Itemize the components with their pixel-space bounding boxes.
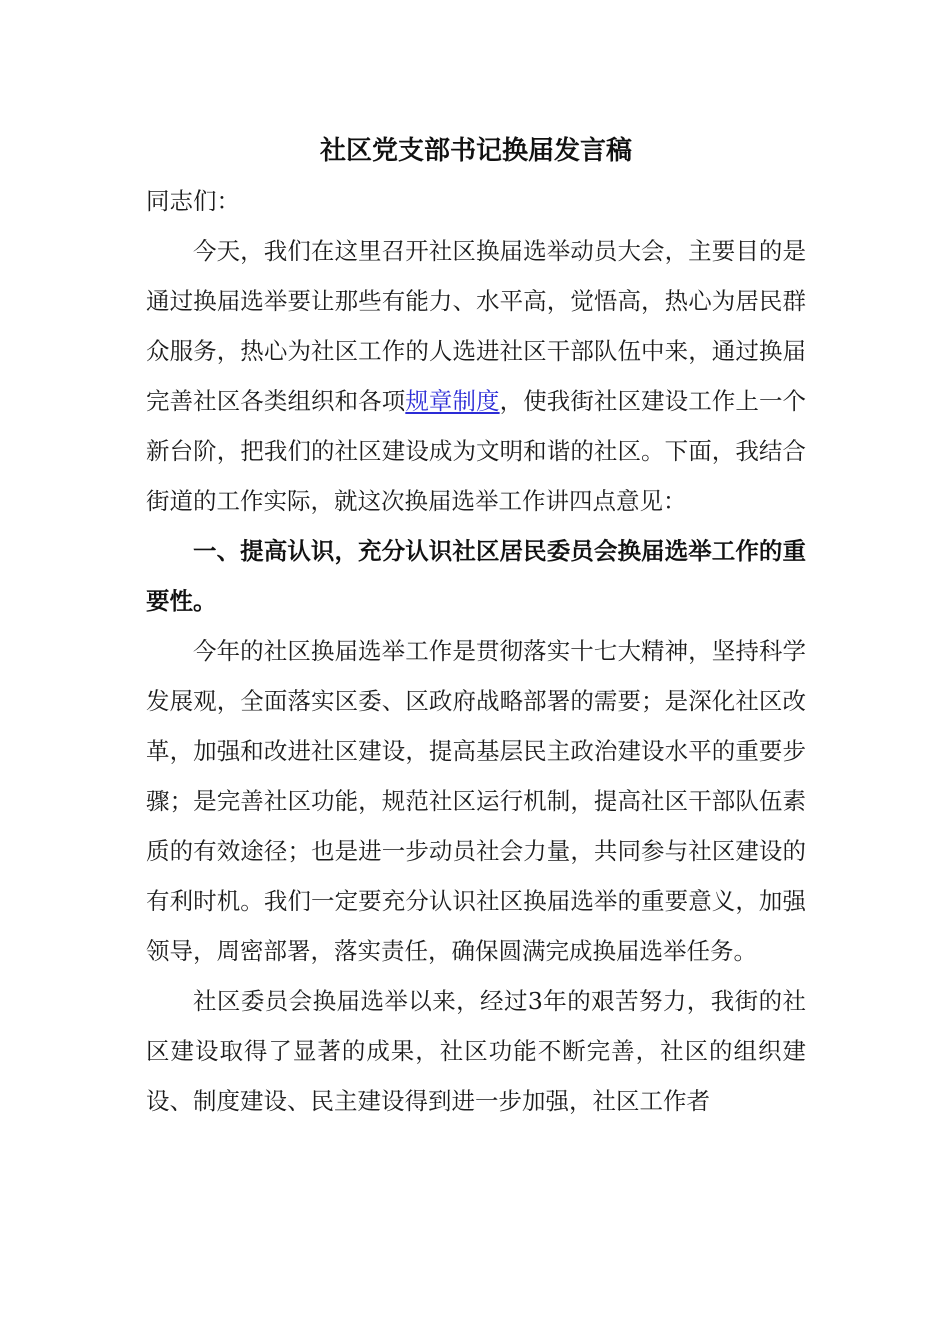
paragraph-significance: 今年的社区换届选举工作是贯彻落实十七大精神，坚持科学发展观，全面落实区委、区政府战略部署的需要；是深化社区改革，加强和改进社区建设，提高基层民主政治建设水平的重要步骤；是完善社区功能，规范社区运行机制，提高社区干部队伍素质的有效途径；也是进一步动员社会力量，共同参与社区建设的有利时机。我们一定要充分认识社区换届选举的重要意义，加强领导，周密部署，落实责任，确保圆满完成换届选举任务。	[146, 637, 806, 965]
section-heading-1: 一、提高认识，充分认识社区居民委员会换届选举工作的重要性。	[146, 537, 806, 615]
paragraph-achievements: 社区委员会换届选举以来，经过3年的艰苦努力，我街的社区建设取得了显著的成果，社区功能不断完善，社区的组织建设、制度建设、民主建设得到进一步加强，社区工作者	[146, 987, 806, 1115]
paragraph-intro	[146, 226, 806, 526]
rules-regulations-link[interactable]: 规章制度	[405, 387, 500, 415]
document-body	[146, 126, 806, 1126]
salutation: 同志们：	[146, 187, 240, 215]
paragraph-intro-text-after: ，使我街社区建设工作上一个新台阶，把我们的社区建设成为文明和谐的社区。下面，我结合街道的工作实际，就这次换届选举工作讲四点意见：	[146, 387, 807, 515]
document-title: 社区党支部书记换届发言稿	[319, 136, 632, 166]
paragraph-intro-text-before: 今天，我们在这里召开社区换届选举动员大会，主要目的是通过换届选举要让那些有能力、水平高，觉悟高，热心为居民群众服务，热心为社区工作的人选进社区干部队伍中来，通过换届完善社区各类组织和各项	[146, 237, 806, 415]
